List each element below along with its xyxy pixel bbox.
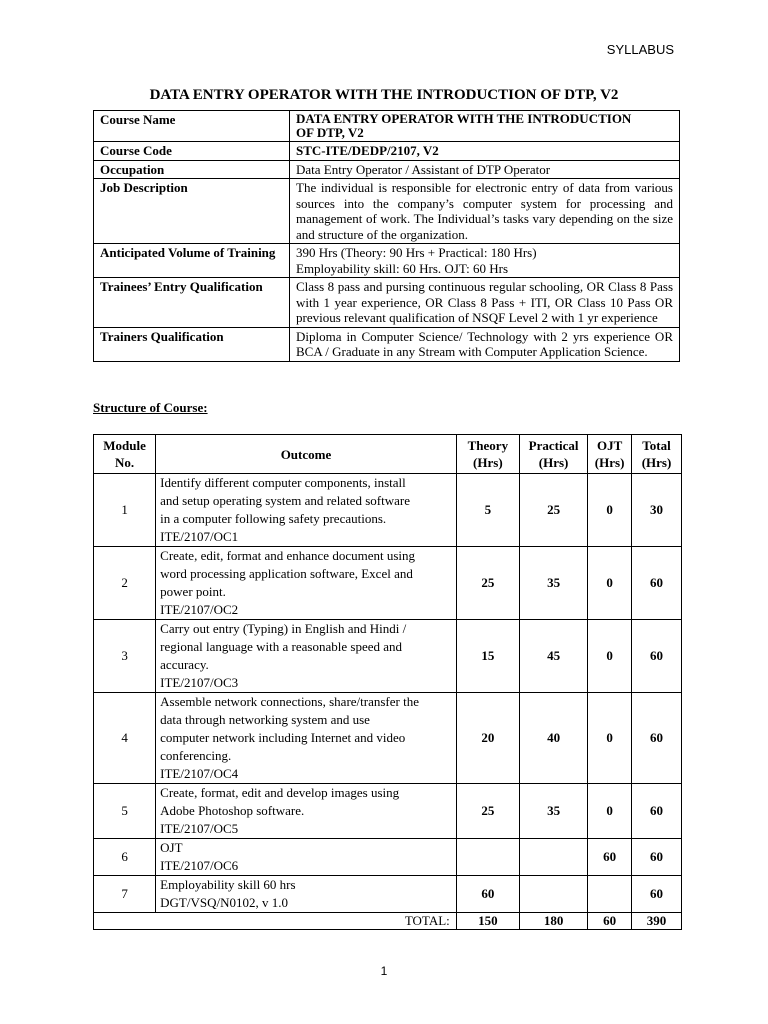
header-line: Module: [103, 438, 146, 453]
table-row: [94, 620, 682, 693]
table-header-row: [94, 435, 682, 474]
theory-hours: 60: [456, 876, 519, 913]
header-line: (Hrs): [538, 455, 569, 470]
table-row: [94, 839, 682, 876]
outcome-line: Identify different computer components, install: [160, 475, 406, 490]
info-key: Trainees’ Entry Qualification: [94, 278, 290, 328]
outcome-line: Adobe Photoshop software.: [160, 803, 305, 818]
outcome-line: Create, edit, format and enhance document using: [160, 548, 416, 563]
practical-hours: [519, 839, 587, 876]
ojt-hours: 0: [588, 693, 632, 784]
info-key: Trainers Qualification: [94, 327, 290, 361]
outcome-line: Assemble network connections, share/transfer the: [160, 694, 419, 709]
table-row: [94, 876, 682, 913]
ojt-hours: 0: [588, 547, 632, 620]
practical-hours: 25: [519, 474, 587, 547]
outcome-line: power point.: [160, 584, 226, 599]
outcome-cell: [156, 620, 457, 693]
practical-hours: 35: [519, 784, 587, 839]
totals-row: [94, 913, 682, 930]
info-row: [94, 244, 680, 278]
total-hours: 60: [632, 693, 682, 784]
header-line: Theory: [467, 438, 509, 453]
outcome-line: and setup operating system and related software: [160, 493, 410, 508]
outcome-line: ITE/2107/OC2: [160, 602, 239, 617]
module-number: 6: [94, 839, 156, 876]
table-row: [94, 693, 682, 784]
info-row: [94, 160, 680, 179]
total-hours: 60: [632, 784, 682, 839]
outcome-line: ITE/2107/OC5: [160, 821, 239, 836]
theory-hours: 25: [456, 784, 519, 839]
total-label: TOTAL:: [94, 913, 457, 930]
info-row: [94, 179, 680, 244]
theory-total: 150: [456, 913, 519, 930]
practical-hours: 40: [519, 693, 587, 784]
header-line: (Hrs): [641, 455, 672, 470]
total-hours: 60: [632, 876, 682, 913]
theory-hours: 20: [456, 693, 519, 784]
outcome-line: DGT/VSQ/N0102, v 1.0: [160, 895, 288, 910]
info-row: [94, 327, 680, 361]
info-value: Class 8 pass and pursing continuous regular schooling, OR Class 8 Pass with 1 year experience, OR Class 8 Pass + ITI, OR Class 10 Pass OR previous relevant qualification of NSQF Level 2 with 1 yr experience: [290, 278, 680, 328]
table-row: [94, 547, 682, 620]
total-hours: 60: [632, 839, 682, 876]
info-key: Course Name: [94, 111, 290, 142]
outcome-line: Employability skill 60 hrs: [160, 877, 296, 892]
ojt-hours: 0: [588, 620, 632, 693]
outcome-cell: [156, 876, 457, 913]
module-number: 1: [94, 474, 156, 547]
header-line: OJT: [596, 438, 623, 453]
outcome-cell: [156, 547, 457, 620]
total-hours: 60: [632, 620, 682, 693]
theory-hours: 5: [456, 474, 519, 547]
info-value-line: Employability skill: 60 Hrs. OJT: 60 Hrs: [296, 260, 509, 276]
header-line: Practical: [528, 438, 579, 453]
ojt-total: 60: [588, 913, 632, 930]
table-row: [94, 784, 682, 839]
outcome-line: ITE/2107/OC4: [160, 766, 239, 781]
info-key: Anticipated Volume of Training: [94, 244, 290, 278]
outcome-line: ITE/2107/OC1: [160, 529, 239, 544]
outcome-line: Create, format, edit and develop images using: [160, 785, 400, 800]
ojt-hours: [588, 876, 632, 913]
info-key: Occupation: [94, 160, 290, 179]
theory-hours: 25: [456, 547, 519, 620]
info-value: Data Entry Operator / Assistant of DTP Operator: [290, 160, 680, 179]
course-info-table: [93, 110, 680, 362]
info-value-line: OF DTP, V2: [296, 125, 364, 140]
header-line: Total: [642, 438, 671, 453]
total-hours: 60: [632, 547, 682, 620]
info-value: [290, 244, 680, 278]
outcome-line: ITE/2107/OC3: [160, 675, 239, 690]
ojt-hours: 0: [588, 474, 632, 547]
outcome-line: accuracy.: [160, 657, 209, 672]
module-number: 4: [94, 693, 156, 784]
practical-hours: 35: [519, 547, 587, 620]
header-line: (Hrs): [473, 455, 503, 470]
info-row: [94, 142, 680, 161]
ojt-hours: 60: [588, 839, 632, 876]
total-header: [632, 435, 682, 474]
outcome-header: Outcome: [156, 435, 457, 474]
practical-total: 180: [519, 913, 587, 930]
info-row: [94, 278, 680, 328]
module-number: 5: [94, 784, 156, 839]
page-number: 1: [380, 964, 388, 978]
practical-hours: 45: [519, 620, 587, 693]
header-line: No.: [115, 455, 135, 470]
info-value-line: 390 Hrs (Theory: 90 Hrs + Practical: 180 Hrs): [296, 245, 537, 260]
table-row: [94, 474, 682, 547]
info-value: Diploma in Computer Science/ Technology with 2 yrs experience OR BCA / Graduate in any Stream with Computer Application Science.: [290, 327, 680, 361]
outcome-line: in a computer following safety precautions.: [160, 511, 387, 526]
ojt-hours: 0: [588, 784, 632, 839]
outcome-line: computer network including Internet and video: [160, 730, 406, 745]
outcome-line: OJT: [160, 840, 183, 855]
grand-total: 390: [632, 913, 682, 930]
document-title: DATA ENTRY OPERATOR WITH THE INTRODUCTION OF DTP, V2: [149, 87, 619, 103]
theory-header: [456, 435, 519, 474]
outcome-cell: [156, 693, 457, 784]
ojt-header: [588, 435, 632, 474]
practical-hours: [519, 876, 587, 913]
info-value: STC-ITE/DEDP/2107, V2: [290, 142, 680, 161]
course-structure-table: [93, 434, 682, 930]
outcome-line: regional language with a reasonable speed and: [160, 639, 403, 654]
page-header-label: SYLLABUS: [606, 42, 674, 57]
module-header: [94, 435, 156, 474]
outcome-line: data through networking system and use: [160, 712, 370, 727]
outcome-cell: [156, 784, 457, 839]
info-value: [290, 111, 680, 142]
info-value: The individual is responsible for electronic entry of data from various sources into the company’s computer system for processing and management of work. The Individual’s tasks vary depending on the size and structure of the organization.: [290, 179, 680, 244]
outcome-line: Carry out entry (Typing) in English and Hindi /: [160, 621, 407, 636]
module-number: 2: [94, 547, 156, 620]
info-value-line: DATA ENTRY OPERATOR WITH THE INTRODUCTION: [296, 111, 632, 126]
outcome-line: ITE/2107/OC6: [160, 858, 239, 873]
header-line: (Hrs): [594, 455, 625, 470]
info-key: Job Description: [94, 179, 290, 244]
structure-of-course-title: Structure of Course:: [93, 400, 208, 415]
info-row: [94, 111, 680, 142]
module-number: 3: [94, 620, 156, 693]
info-key: Course Code: [94, 142, 290, 161]
outcome-line: word processing application software, Excel and: [160, 566, 413, 581]
outcome-cell: [156, 839, 457, 876]
module-number: 7: [94, 876, 156, 913]
theory-hours: [456, 839, 519, 876]
theory-hours: 15: [456, 620, 519, 693]
outcome-cell: [156, 474, 457, 547]
total-hours: 30: [632, 474, 682, 547]
outcome-line: conferencing.: [160, 748, 232, 763]
practical-header: [519, 435, 587, 474]
